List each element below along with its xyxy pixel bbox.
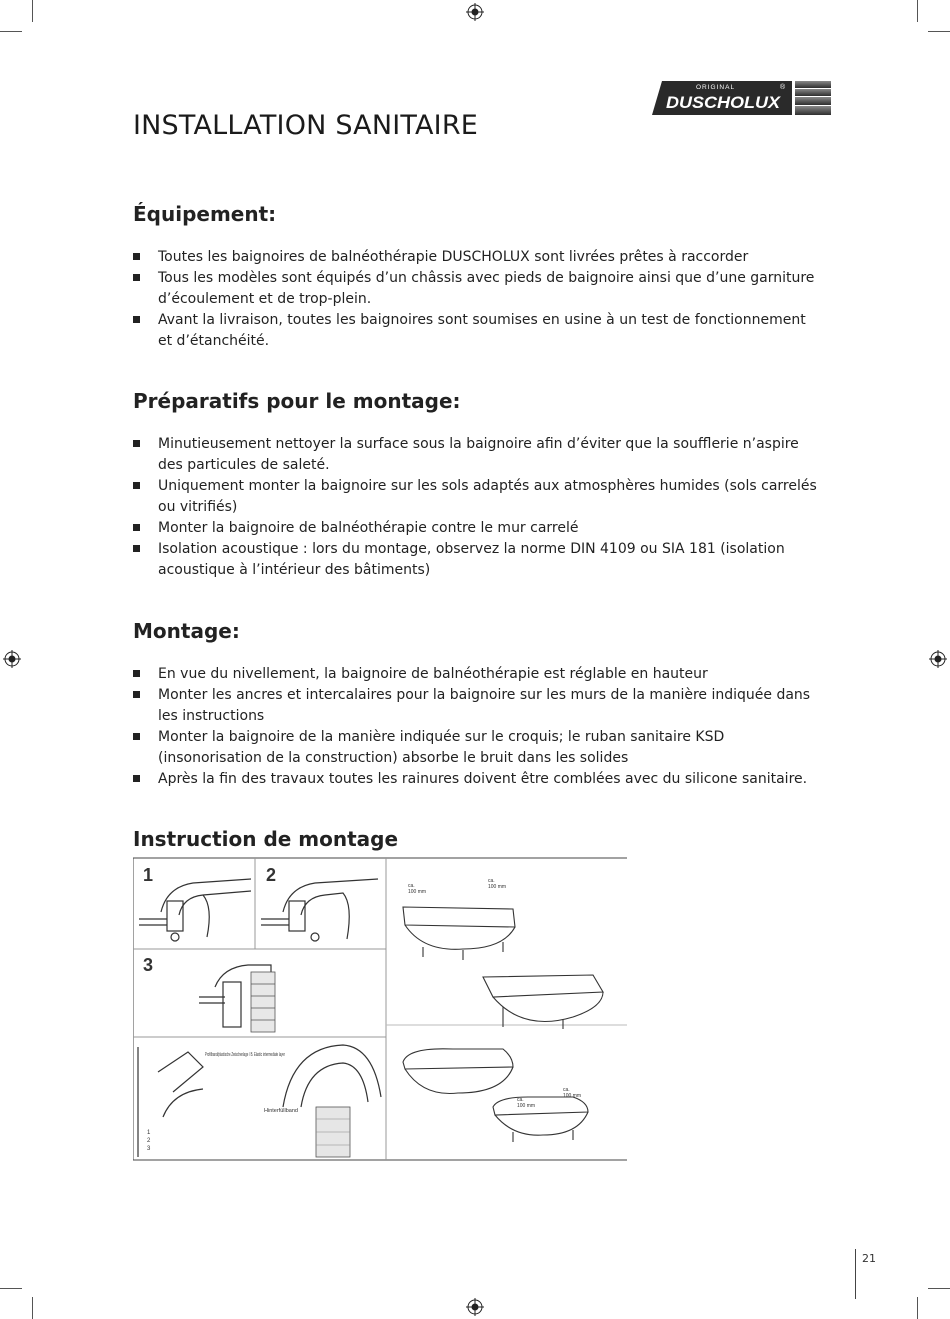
crop-mark-bottom-right-h xyxy=(928,1288,950,1289)
step-number-2: 2 xyxy=(147,1138,151,1144)
page-title: INSTALLATION SANITAIRE xyxy=(133,110,479,141)
logo-registered: ® xyxy=(780,84,786,91)
list-item: Uniquement monter la baignoire sur les sols adaptés aux atmosphères humides (sols carrelés ou vitrifiés) xyxy=(133,476,823,518)
list-item: Après la fin des travaux toutes les rainures doivent être comblées avec du silicone sanitaire. xyxy=(133,769,823,790)
list-item: Isolation acoustique : lors du montage, observez la norme DIN 4109 ou SIA 181 (isolation acoustique à l’intérieur des bâtiments) xyxy=(133,539,823,581)
equipement-list xyxy=(133,247,823,352)
registration-mark-right-icon xyxy=(929,650,947,668)
list-item: Monter la baignoire de balnéothérapie contre le mur carrelé xyxy=(133,518,823,539)
logo-small-text: ORIGINAL xyxy=(696,84,736,91)
list-item: Avant la livraison, toutes les baignoires sont soumises en usine à un test de fonctionnement et d’étanchéité. xyxy=(133,310,823,352)
duscholux-logo xyxy=(650,77,833,117)
filler-label: Hinterfüllband xyxy=(264,1108,298,1114)
registration-mark-top-icon xyxy=(466,3,484,21)
step-number-3: 3 xyxy=(147,1146,151,1152)
dimension-value-4: 100 mm xyxy=(563,1093,582,1099)
crop-mark-bottom-left xyxy=(32,1297,33,1319)
tape-label: Profilband/plastische Zwischenlage / B. Elastic intermediate layer xyxy=(205,1052,286,1058)
preparatifs-list xyxy=(133,434,823,581)
dimension-value-3: 100 mm xyxy=(517,1103,536,1109)
section-heading-preparatifs: Préparatifs pour le montage: xyxy=(133,389,461,413)
list-item: Minutieusement nettoyer la surface sous la baignoire afin d’éviter que la soufflerie n’aspire des particules de saleté. xyxy=(133,434,823,476)
dimension-ca-4: ca. xyxy=(563,1087,570,1093)
list-item: En vue du nivellement, la baignoire de balnéothérapie est réglable en hauteur xyxy=(133,664,823,685)
montage-list xyxy=(133,664,823,790)
section-heading-equipement: Équipement: xyxy=(133,202,277,226)
list-item: Toutes les baignoires de balnéothérapie DUSCHOLUX sont livrées prêtes à raccorder xyxy=(133,247,823,268)
dimension-ca-3: ca. xyxy=(517,1097,524,1103)
dimension-ca-2: ca. xyxy=(488,878,495,884)
panel-number-3: 3 xyxy=(143,955,154,975)
instruction-heading: Instruction de montage xyxy=(133,827,399,851)
section-heading-montage: Montage: xyxy=(133,619,240,643)
crop-mark-top-left-h xyxy=(0,31,22,32)
list-item: Monter les ancres et intercalaires pour la baignoire sur les murs de la manière indiquée dans les instructions xyxy=(133,685,823,727)
crop-mark-bottom-right xyxy=(917,1297,918,1319)
page-number: 21 xyxy=(862,1252,876,1265)
registration-mark-bottom-icon xyxy=(466,1298,484,1316)
crop-mark-top-right xyxy=(917,0,918,22)
list-item: Tous les modèles sont équipés d’un châssis avec pieds de baignoire ainsi que d’une garniture d’écoulement et de trop-plein. xyxy=(133,268,823,310)
panel-number-1: 1 xyxy=(143,865,154,885)
dimension-ca-1: ca. xyxy=(408,883,415,889)
dimension-value-2: 100 mm xyxy=(488,884,507,890)
step-number-1: 1 xyxy=(147,1130,151,1136)
registration-mark-left-icon xyxy=(3,650,21,668)
logo-brand-text: DUSCHOLUX xyxy=(666,93,782,112)
crop-mark-top-right-h xyxy=(928,31,950,32)
crop-mark-top-left xyxy=(32,0,33,22)
page-number-rule xyxy=(855,1249,856,1299)
crop-mark-bottom-left-h xyxy=(0,1288,22,1289)
installation-diagram xyxy=(133,857,627,1161)
list-item: Monter la baignoire de la manière indiquée sur le croquis; le ruban sanitaire KSD (insonorisation de la construction) absorbe le bruit dans les solides xyxy=(133,727,823,769)
panel-number-2: 2 xyxy=(266,865,277,885)
dimension-value-1: 100 mm xyxy=(408,889,427,895)
